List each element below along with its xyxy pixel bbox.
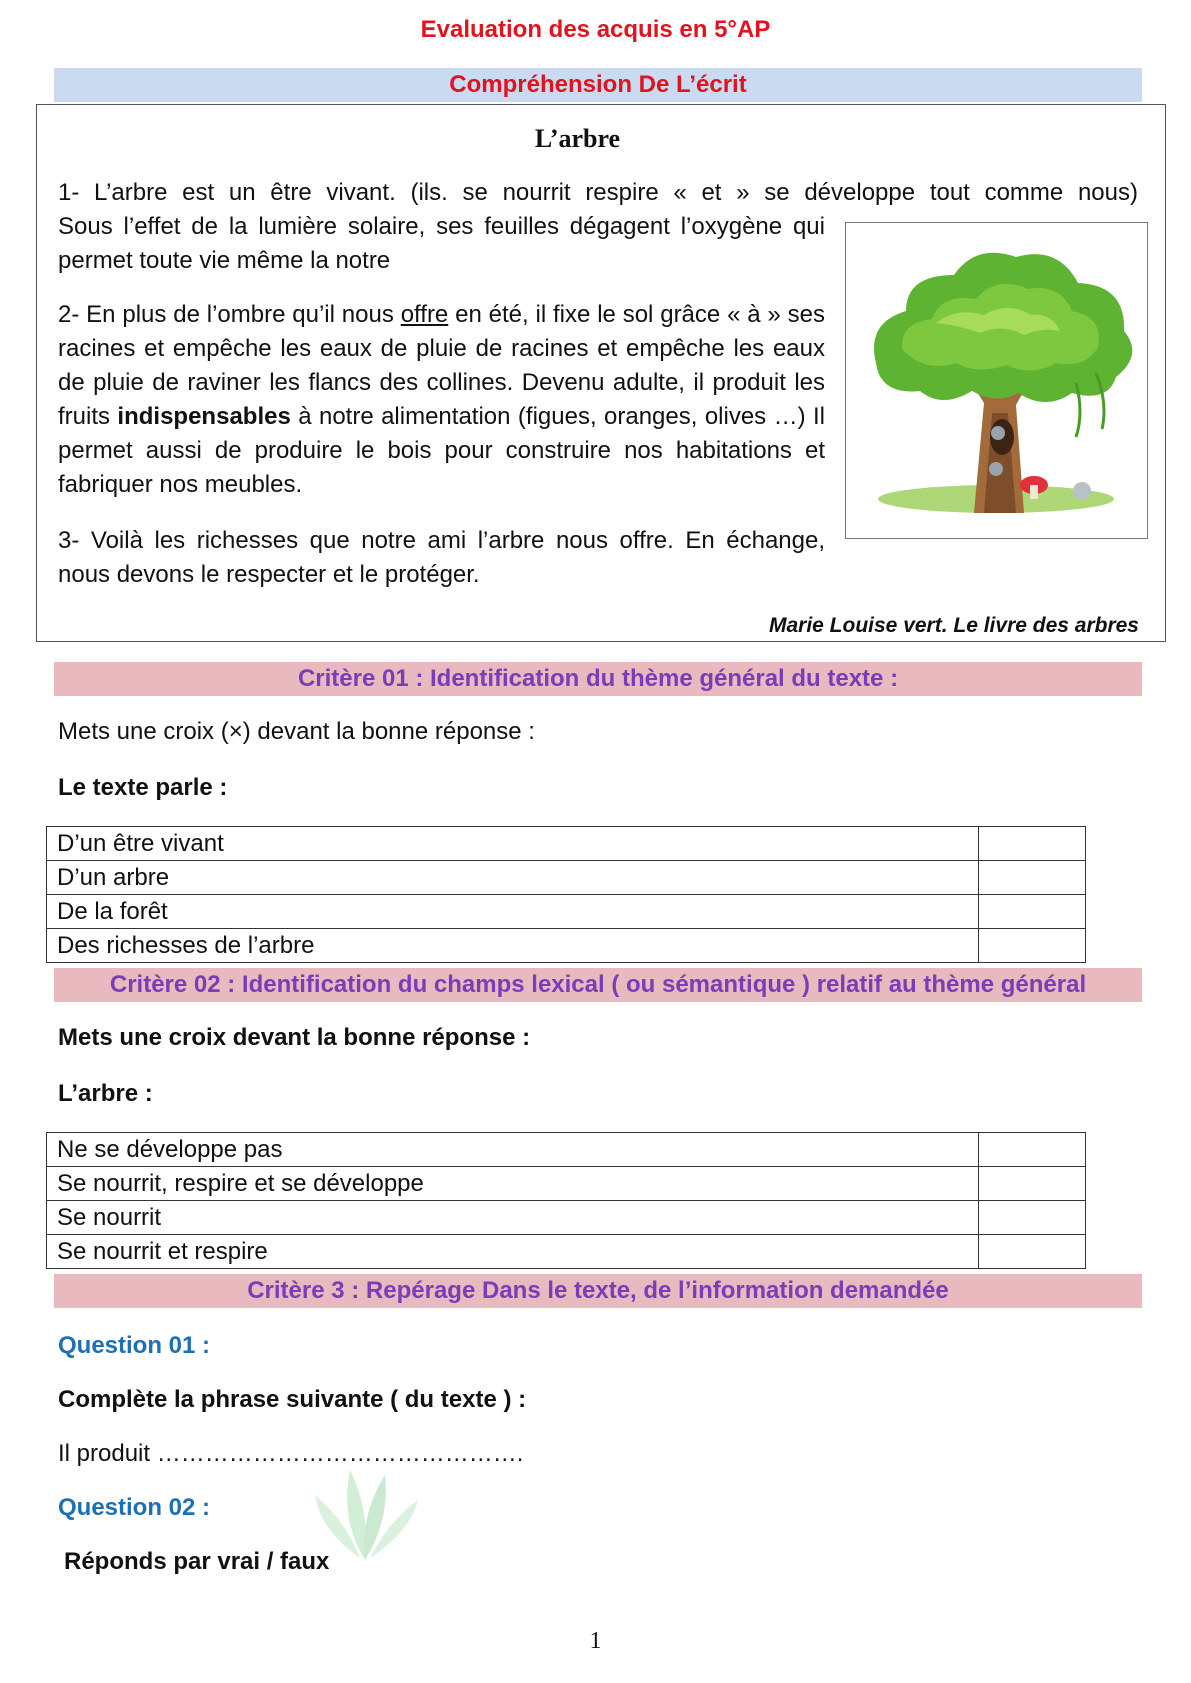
page-number: 1 (589, 1628, 602, 1654)
table-row (47, 1133, 1086, 1167)
answer-checkbox[interactable] (979, 1133, 1086, 1167)
table-row (47, 1201, 1086, 1235)
criterion-01-lead: Le texte parle : (58, 774, 228, 801)
tree-illustration-frame (845, 222, 1148, 539)
question-01-prompt: Il produit ………………………………………. (58, 1440, 524, 1467)
answer-checkbox[interactable] (979, 1235, 1086, 1269)
table-row (47, 895, 1086, 929)
option-label: Se nourrit, respire et se développe (47, 1167, 979, 1201)
table-row (47, 827, 1086, 861)
option-label: Se nourrit et respire (47, 1235, 979, 1269)
answer-checkbox[interactable] (979, 861, 1086, 895)
paragraph-3: 3- Voilà les richesses que notre ami l’arbre nous offre. En échange, nous devons le respecter et le protéger. (58, 527, 825, 588)
question-02-instruction: Réponds par vrai / faux (64, 1548, 330, 1575)
criterion-02-title: Critère 02 : Identification du champs lexical ( ou sémantique ) relatif au thème général (54, 968, 1142, 1002)
bold-word-indispensables: indispensables (117, 403, 291, 430)
table-row (47, 1167, 1086, 1201)
option-label: Ne se développe pas (47, 1133, 979, 1167)
answer-checkbox[interactable] (979, 929, 1086, 963)
table-row (47, 929, 1086, 963)
paragraph-2-part-c: à notre alimentation (figues, oranges, olives …) Il permet aussi de produire le bois pour construire nos habitations et fabriquer nos meubles. (58, 403, 825, 498)
underlined-word-offre: offre (400, 301, 449, 328)
option-label: Des richesses de l’arbre (47, 929, 979, 963)
criterion-02-lead: L’arbre : (58, 1080, 153, 1107)
criterion-02-options-table (46, 1132, 1086, 1269)
option-label: D’un être vivant (47, 827, 979, 861)
paragraph-2-part-b: en été, il fixe le sol grâce « à » ses racines et empêche les eaux de pluie de racines et empêche les eaux de pluie de raviner les flancs des collines. Devenu adulte, il produit les fruits (58, 301, 825, 430)
question-01-label: Question 01 : (58, 1332, 211, 1359)
document-title: Evaluation des acquis en 5°AP (420, 16, 771, 43)
answer-checkbox[interactable] (979, 827, 1086, 861)
paragraph-1-first-line: 1- L’arbre est un être vivant. (ils. se nourrit respire « et » se développe tout comme nous) (58, 179, 1138, 206)
answer-checkbox[interactable] (979, 895, 1086, 929)
section-title: Compréhension De L’écrit (54, 68, 1142, 102)
answer-checkbox[interactable] (979, 1201, 1086, 1235)
paragraph-2-part-a: 2- En plus de l’ombre qu’il nous (58, 301, 401, 328)
option-label: De la forêt (47, 895, 979, 929)
text-source: Marie Louise vert. Le livre des arbres (768, 614, 1139, 637)
option-label: Se nourrit (47, 1201, 979, 1235)
answer-checkbox[interactable] (979, 1167, 1086, 1201)
tree-illustration-icon (846, 223, 1146, 537)
table-row (47, 1235, 1086, 1269)
question-02-label: Question 02 : (58, 1494, 211, 1521)
criterion-01-options-table (46, 826, 1086, 963)
table-row (47, 861, 1086, 895)
paragraph-2 (58, 298, 825, 502)
question-01-instruction: Complète la phrase suivante ( du texte ) : (58, 1386, 527, 1413)
criterion-03-title: Critère 3 : Repérage Dans le texte, de l’information demandée (54, 1274, 1142, 1308)
reading-text-title: L’arbre (534, 124, 621, 153)
option-label: D’un arbre (47, 861, 979, 895)
paragraph-1-rest: Sous l’effet de la lumière solaire, ses feuilles dégagent l’oxygène qui permet toute vie même la notre (58, 213, 825, 274)
criterion-01-instruction: Mets une croix (×) devant la bonne réponse : (58, 718, 535, 745)
criterion-02-instruction: Mets une croix devant la bonne réponse : (58, 1024, 531, 1051)
watermark-logo-icon (300, 1450, 430, 1570)
criterion-01-title: Critère 01 : Identification du thème général du texte : (54, 662, 1142, 696)
